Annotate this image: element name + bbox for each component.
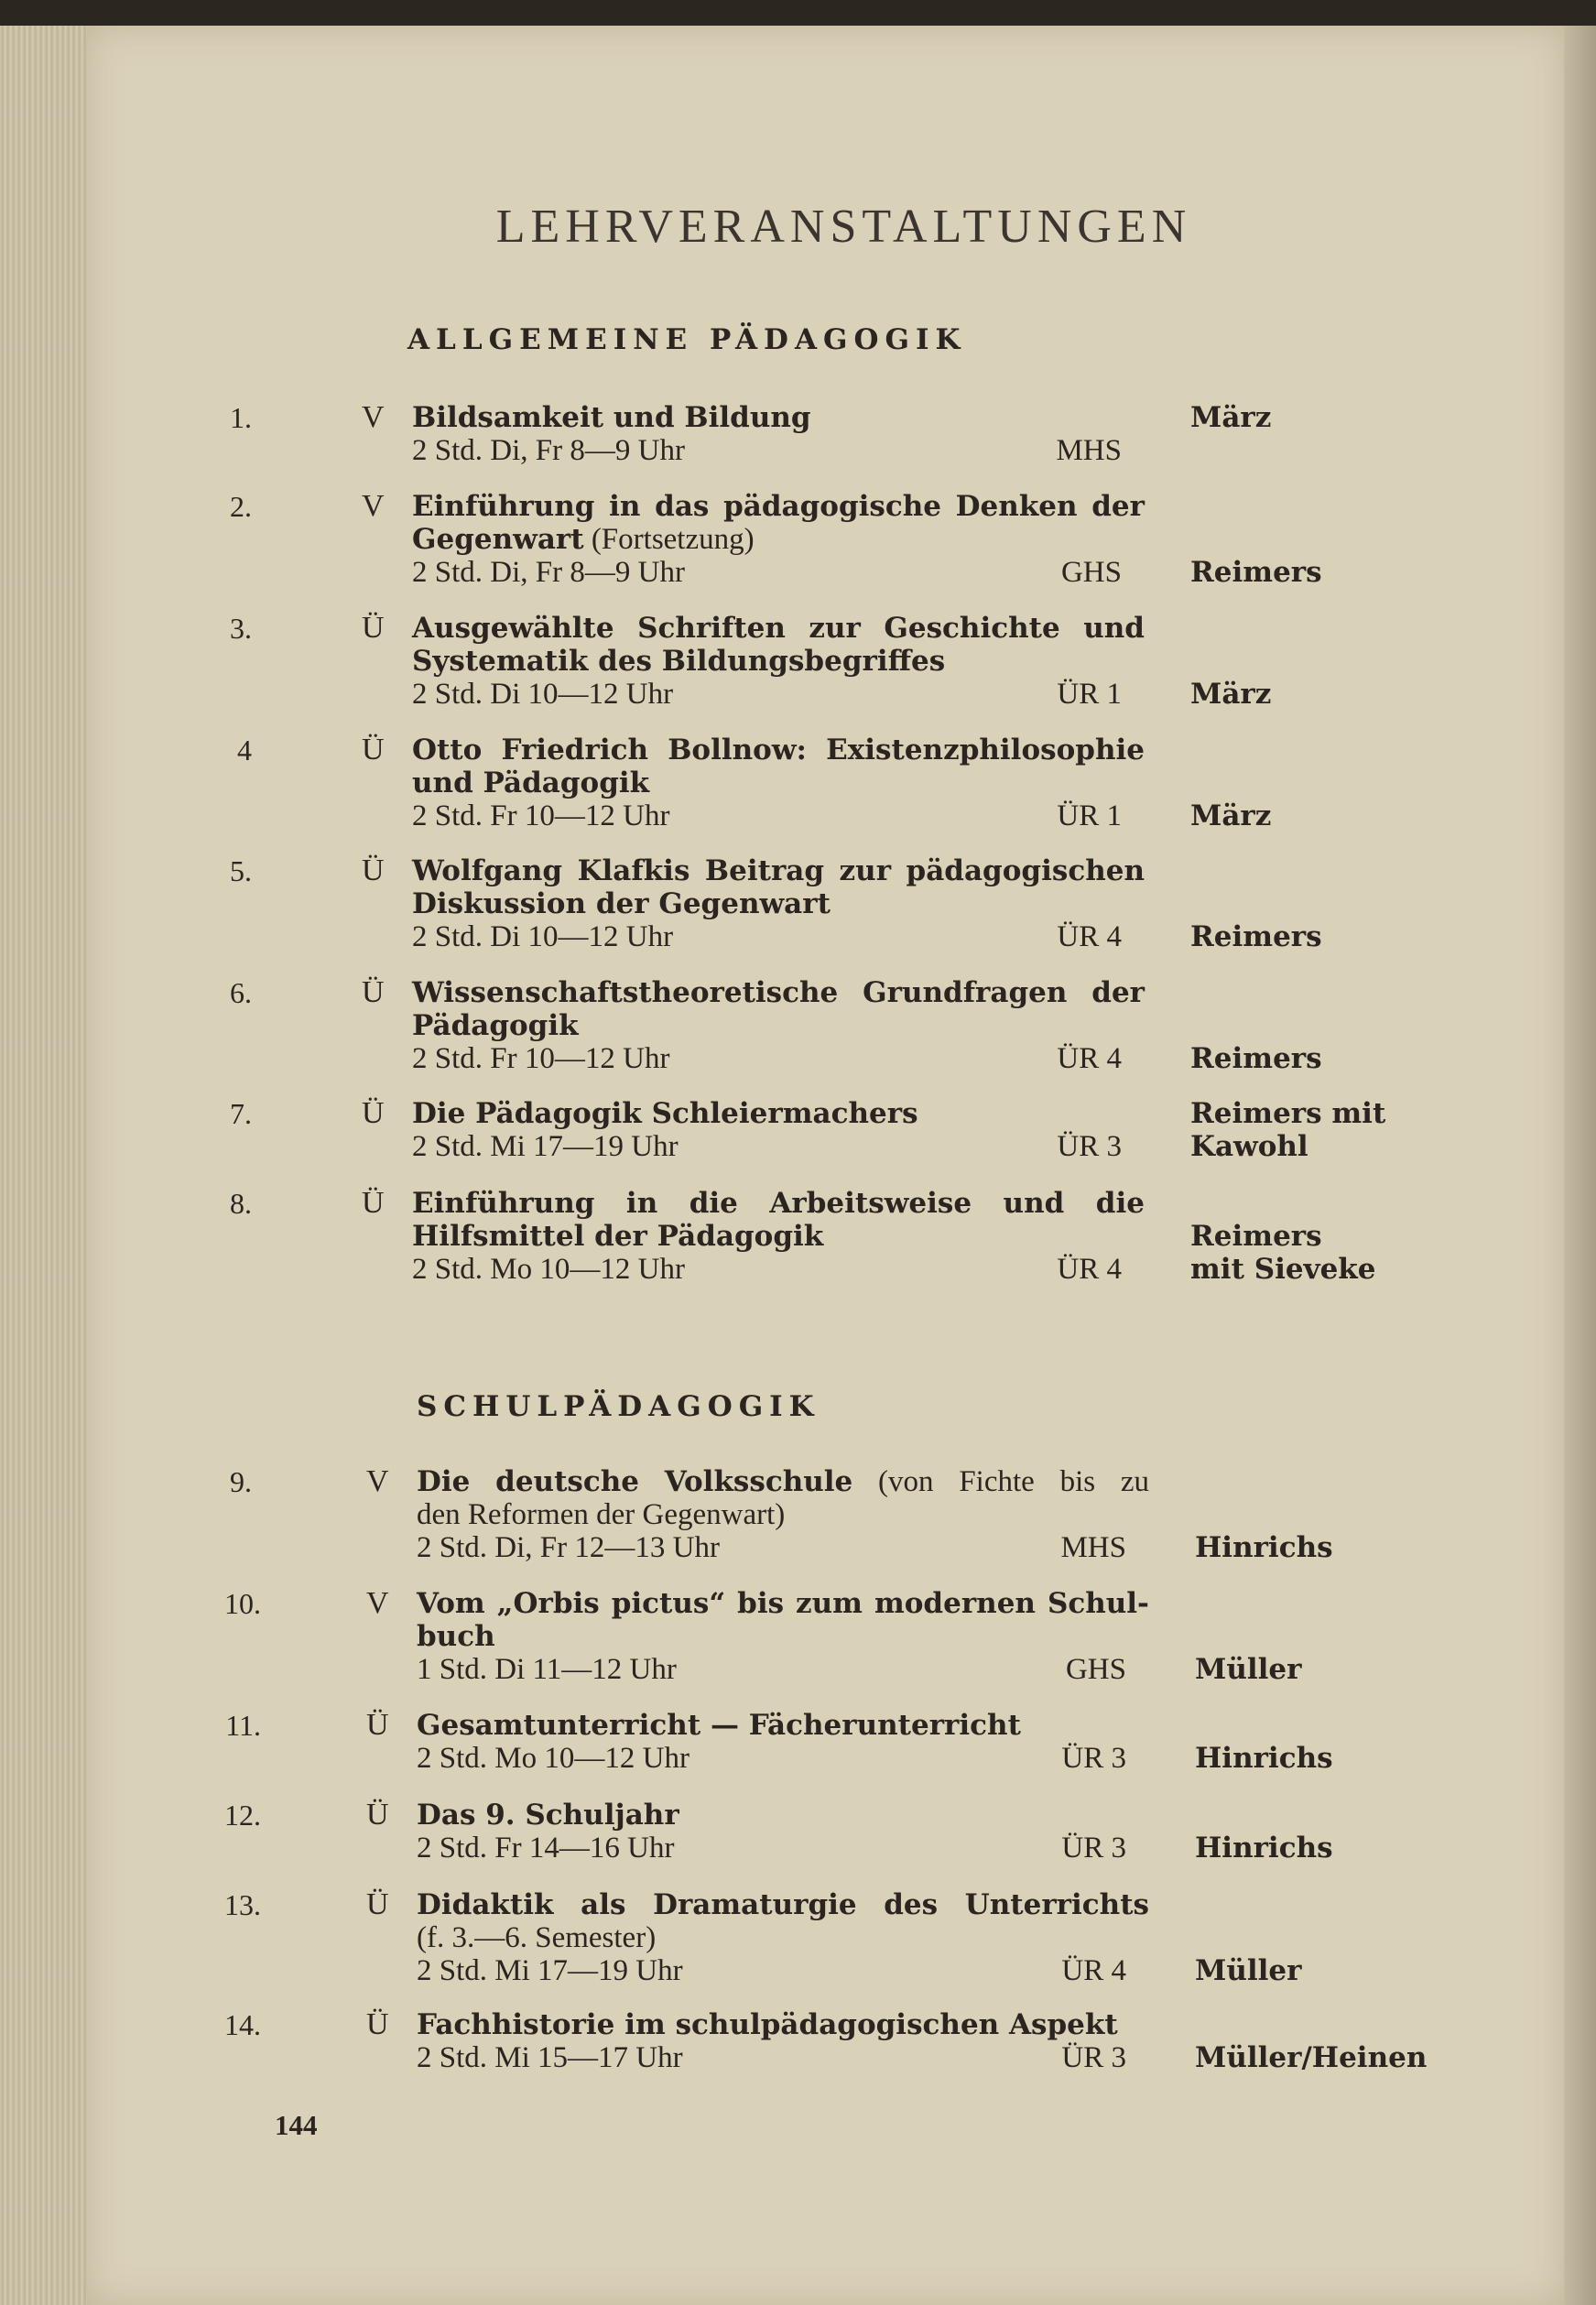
entry-title-line	[412, 1009, 1145, 1042]
entry-room: ÜR 4	[1057, 1253, 1122, 1286]
entry-room: MHS	[1060, 1531, 1126, 1564]
entry-schedule: 2 Std. Mo 10—12 Uhr	[417, 1742, 689, 1775]
entry-lecturer: März	[1190, 799, 1272, 832]
entry-schedule: 2 Std. Mi 17—19 Uhr	[412, 1130, 679, 1163]
entry-lecturer: März	[1190, 678, 1272, 711]
entry-schedule: 1 Std. Di 11—12 Uhr	[417, 1653, 677, 1686]
entry-room: ÜR 3	[1061, 1742, 1126, 1775]
entry-type: Ü	[366, 1798, 389, 1832]
entry-number: 14.	[224, 2008, 261, 2041]
entry-schedule: 2 Std. Fr 10—12 Uhr	[412, 799, 670, 832]
entry-number: 8.	[230, 1187, 252, 1220]
entry-title: Diskussion der Gegenwart	[412, 887, 831, 920]
entry-type: Ü	[366, 1708, 389, 1742]
entry-title: Hilfsmittel der Pädagogik	[412, 1220, 824, 1253]
entry-title-line: Einführung in das pädagogische Denken der	[412, 490, 1145, 523]
entry-title: Gesamtunterricht — Fächerunterricht	[417, 1709, 1021, 1742]
entry-schedule: 2 Std. Di, Fr 8—9 Uhr	[412, 434, 685, 467]
entry-title-line	[412, 1220, 1145, 1253]
page-title: LEHRVERANSTALTUNGEN	[495, 201, 1192, 253]
entry-room: MHS	[1056, 434, 1122, 467]
entry-number: 12.	[224, 1799, 261, 1832]
entry-room: GHS	[1065, 1653, 1126, 1686]
entry-number: 13.	[224, 1888, 261, 1921]
entry-title-line	[412, 887, 1145, 920]
entry-type: Ü	[362, 1096, 385, 1130]
entry-schedule: 2 Std. Mi 17—19 Uhr	[417, 1954, 683, 1987]
entry-type: V	[362, 400, 385, 434]
entry-title-line	[412, 1097, 1145, 1130]
entry-room: ÜR 3	[1061, 2041, 1126, 2074]
entry-lecturer: Reimers mit	[1190, 1097, 1386, 1130]
entry-schedule: 2 Std. Di 10—12 Uhr	[412, 678, 674, 711]
entry-lecturer: Hinrichs	[1195, 1742, 1333, 1775]
entry-title: Das 9. Schuljahr	[417, 1799, 679, 1832]
entry-type: Ü	[366, 1887, 389, 1921]
entry-lecturer: Reimers	[1190, 1220, 1322, 1253]
entry-type: Ü	[362, 854, 385, 887]
entry-type: V	[366, 1586, 389, 1620]
entry-title-line	[412, 767, 1145, 799]
entry-title-line	[412, 523, 1145, 556]
entry-lecturer: Müller/Heinen	[1195, 2041, 1428, 2074]
entry-lecturer: März	[1190, 401, 1272, 434]
entry-schedule: 2 Std. Mi 15—17 Uhr	[417, 2041, 683, 2074]
entry-type: Ü	[366, 2007, 389, 2041]
entry-number: 1.	[230, 401, 252, 434]
entry-schedule: 2 Std. Di 10—12 Uhr	[412, 920, 674, 953]
entry-room: ÜR 3	[1061, 1832, 1126, 1865]
entry-title-line: Wissenschaftstheoretische Grundfragen der	[412, 976, 1145, 1009]
entry-subtitle: (f. 3.—6. Semester)	[417, 1921, 657, 1954]
entry-schedule: 2 Std. Fr 10—12 Uhr	[412, 1042, 670, 1075]
entry-lecturer: Reimers	[1190, 920, 1322, 953]
entry-number: 3.	[230, 612, 252, 645]
entry-title: Bildsamkeit und Bildung	[412, 401, 811, 434]
entry-title-line: Wolfgang Klafkis Beitrag zur pädagogischen	[412, 854, 1145, 887]
entry-lecturer: Müller	[1195, 1954, 1302, 1987]
entry-type: Ü	[362, 733, 385, 767]
entry-title-line	[417, 1709, 1149, 1742]
entry-room: ÜR 4	[1057, 920, 1122, 953]
entry-title: buch	[417, 1620, 495, 1653]
entry-title: Gegenwart	[412, 523, 584, 556]
entry-room: ÜR 1	[1057, 799, 1122, 832]
entry-lecturer: Müller	[1195, 1653, 1302, 1686]
entry-title-line	[412, 645, 1145, 678]
entry-title-line	[417, 2008, 1149, 2041]
entry-number: 6.	[230, 976, 252, 1009]
entry-lecturer: Hinrichs	[1195, 1531, 1333, 1564]
entry-schedule: 2 Std. Di, Fr 8—9 Uhr	[412, 556, 685, 589]
page-number: 144	[275, 2109, 318, 2141]
entry-type: V	[362, 489, 385, 523]
entry-lecturer: Kawohl	[1190, 1130, 1308, 1163]
entry-title-line	[417, 1921, 1149, 1954]
entry-type: Ü	[362, 1186, 385, 1220]
entry-schedule: 2 Std. Di, Fr 12—13 Uhr	[417, 1531, 720, 1564]
entry-title-line	[412, 401, 1145, 434]
entry-title-line	[417, 1799, 1149, 1832]
entry-type: Ü	[362, 975, 385, 1009]
entry-type: Ü	[362, 611, 385, 645]
section-heading: ALLGEMEINE PÄDAGOGIK	[407, 323, 967, 356]
entry-room: ÜR 4	[1061, 1954, 1126, 1987]
entry-title-line: Didaktik als Dramaturgie des Unterrichts	[417, 1888, 1149, 1921]
entry-number: 5.	[230, 854, 252, 887]
entry-title-line: Vom „Orbis pictus“ bis zum modernen Schul-	[417, 1587, 1149, 1620]
document-page	[87, 26, 1564, 2305]
entry-room: ÜR 3	[1057, 1130, 1122, 1163]
entry-title: Die Pädagogik Schleiermachers	[412, 1097, 918, 1130]
entry-room: GHS	[1060, 556, 1122, 589]
entry-schedule: 2 Std. Mo 10—12 Uhr	[412, 1253, 685, 1286]
entry-subtitle: (Fortsetzung)	[583, 523, 755, 556]
entry-room: ÜR 1	[1057, 678, 1122, 711]
book-page-stack	[0, 26, 101, 2305]
entry-title-line: Die deutsche Volksschule (von Fichte bis zu	[417, 1465, 1149, 1498]
entry-number: 11.	[225, 1709, 261, 1742]
entry-lecturer: Reimers	[1190, 1042, 1322, 1075]
entry-schedule: 2 Std. Fr 14—16 Uhr	[417, 1832, 675, 1865]
entry-type: V	[366, 1464, 389, 1498]
entry-number: 9.	[230, 1465, 252, 1498]
entry-room: ÜR 4	[1057, 1042, 1122, 1075]
entry-lecturer: Reimers	[1190, 556, 1322, 589]
entry-lecturer: Hinrichs	[1195, 1832, 1333, 1865]
entry-subtitle: den Reformen der Gegenwart)	[417, 1498, 786, 1531]
entry-title-line: Otto Friedrich Bollnow: Existenzphilosophie	[412, 734, 1145, 767]
entry-title: Systematik des Bildungsbegriffes	[412, 645, 946, 678]
entry-lecturer: mit Sieveke	[1190, 1253, 1376, 1286]
entry-number: 2.	[230, 490, 252, 523]
entry-number: 4	[237, 734, 252, 767]
entry-title-line: Ausgewählte Schriften zur Geschichte und	[412, 612, 1145, 645]
entry-title: und Pädagogik	[412, 767, 650, 799]
entry-title-line	[417, 1498, 1149, 1531]
entry-number: 7.	[230, 1097, 252, 1130]
entry-title: Fachhistorie im schulpädagogischen Aspekt	[417, 2008, 1118, 2041]
entry-title: Pädagogik	[412, 1009, 579, 1042]
entry-title-line	[417, 1620, 1149, 1653]
entry-title-line: Einführung in die Arbeitsweise und die	[412, 1187, 1145, 1220]
section-heading: SCHULPÄDAGOGIK	[417, 1390, 820, 1423]
entry-number: 10.	[224, 1587, 261, 1620]
